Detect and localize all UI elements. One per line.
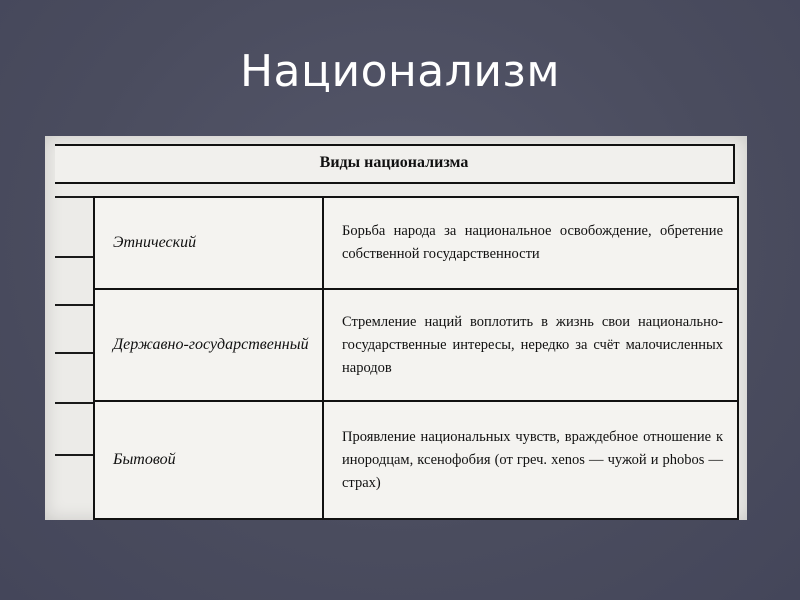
type-cell: Бытовой [94, 401, 323, 519]
table-caption: Виды национализма [319, 154, 469, 171]
description-cell: Борьба народа за национальное освобождение, обретение собственной государственности [323, 197, 738, 289]
table-caption-box [55, 144, 735, 184]
table-row [94, 197, 738, 289]
scanned-table-image [45, 136, 747, 520]
description-cell: Стремление наций воплотить в жизнь свои национально-государственные интересы, нередко за счёт малочисленных народов [323, 289, 738, 401]
type-cell: Этнический [94, 197, 323, 289]
table-row [94, 289, 738, 401]
background-table-lines [45, 184, 95, 514]
nationalism-types-table [93, 196, 739, 520]
type-cell: Державно-государственный [94, 289, 323, 401]
table-row [94, 401, 738, 519]
slide-title: Национализм [239, 46, 561, 97]
description-cell: Проявление национальных чувств, враждебное отношение к инородцам, ксенофобия (от греч. xenos — чужой и phobos — страх) [323, 401, 738, 519]
